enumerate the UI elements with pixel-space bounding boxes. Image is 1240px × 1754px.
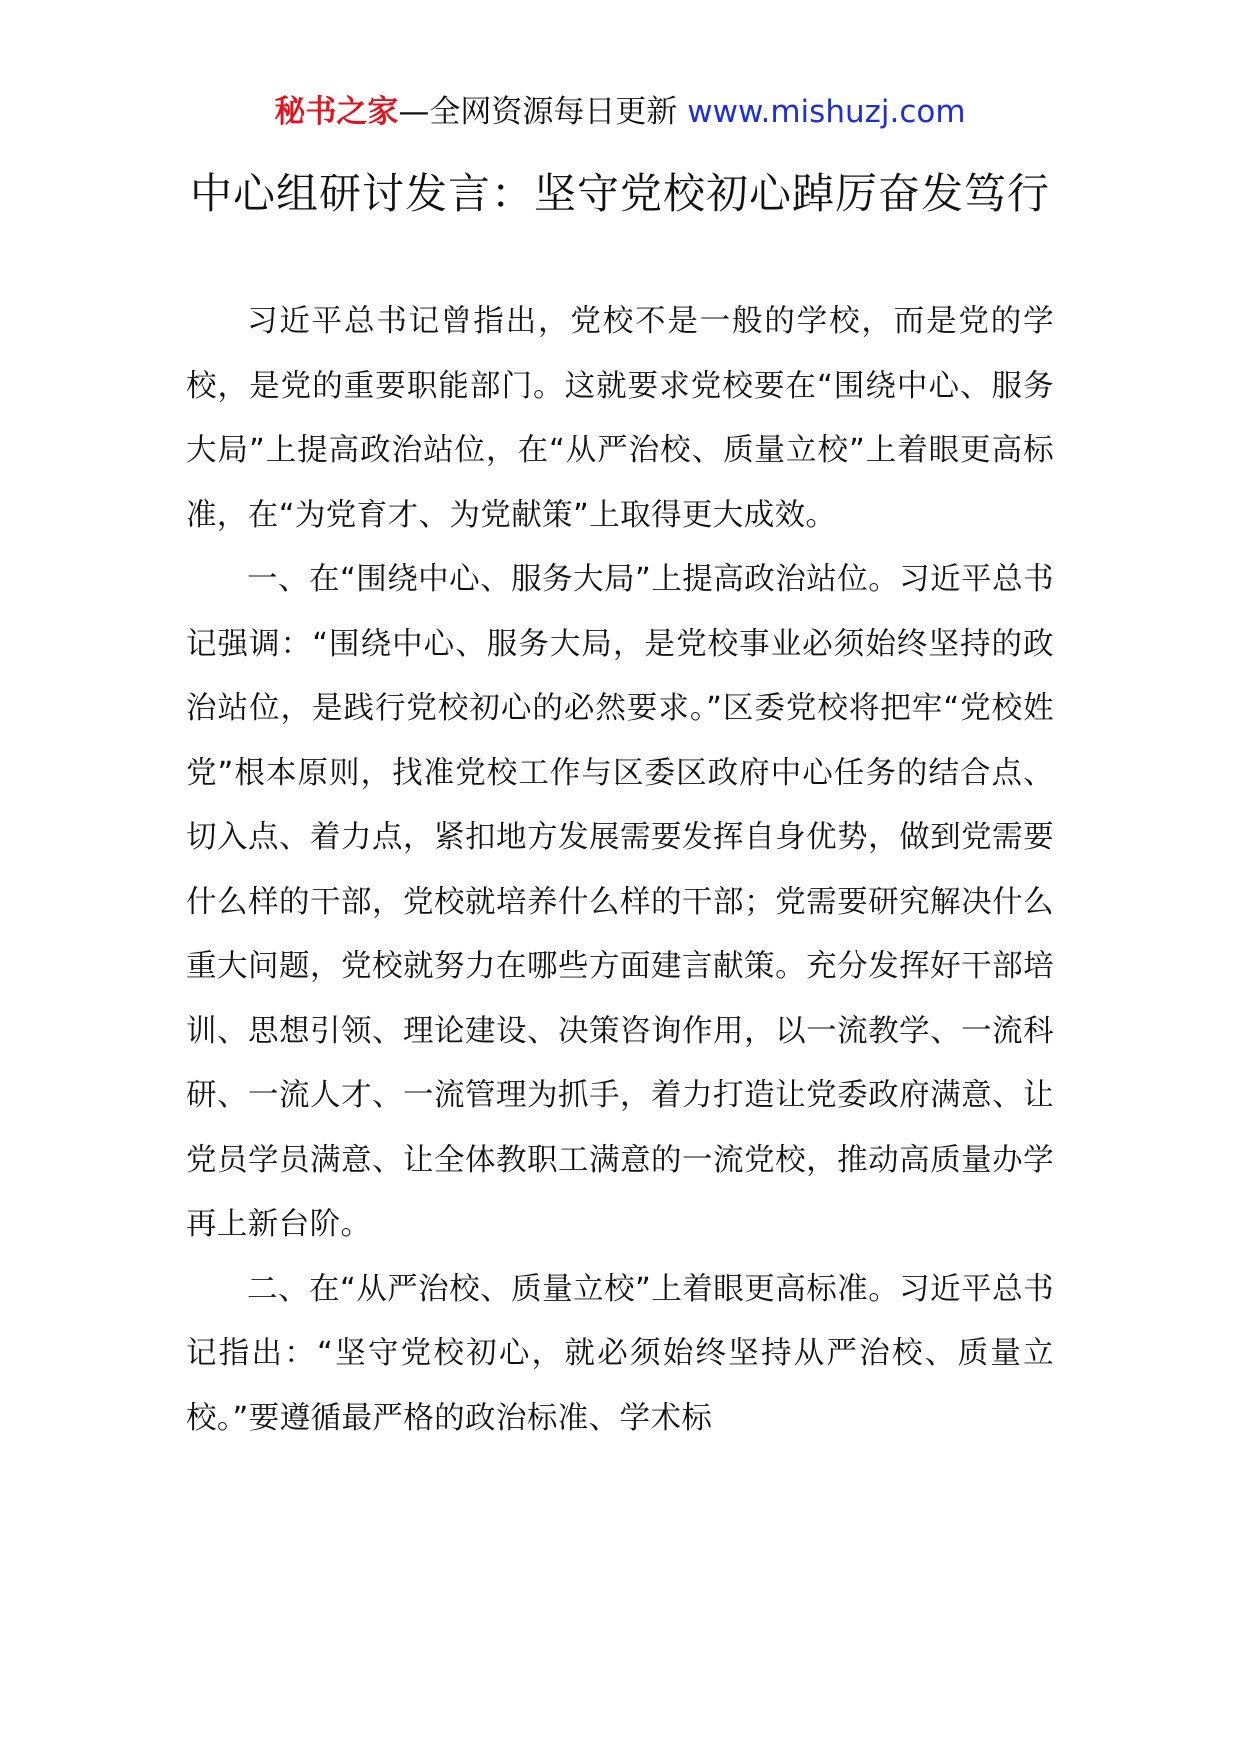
paragraph-intro: 习近平总书记曾指出，党校不是一般的学校，而是党的学校，是党的重要职能部门。这就要求党校要在“围绕中心、服务大局”上提高政治站位，在“从严治校、质量立校”上着眼更高标准，在“为党育才、为党献策”上取得更大成效。 xyxy=(186,304,1054,533)
site-tagline: —全网资源每日更新 xyxy=(398,94,688,130)
document-body xyxy=(186,290,1054,1451)
document-title: 中心组研讨发言：坚守党校初心踔厉奋发笃行 xyxy=(189,169,1050,218)
paragraph-section-one: 一、在“围绕中心、服务大局”上提高政治站位。习近平总书记强调：“围绕中心、服务大局，是党校事业必须始终坚持的政治站位，是践行党校初心的必然要求。”区委党校将把牢“党校姓党”根本原则，找准党校工作与区委区政府中心任务的结合点、切入点、着力点，紧扣地方发展需要发挥自身优势，做到党需要什么样的干部，党校就培养什么样的干部；党需要研究解决什么重大问题，党校就努力在哪些方面建言献策。充分发挥好干部培训、思想引领、理论建设、决策咨询作用，以一流教学、一流科研、一流人才、一流管理为抓手，着力打造让党委政府满意、让党员学员满意、让全体教职工满意的一流党校，推动高质量办学再上新台阶。 xyxy=(186,562,1054,1242)
brand-name: 秘书之家 xyxy=(274,94,399,130)
site-url-link[interactable]: www.mishuzj.com xyxy=(687,94,966,130)
paragraph-section-two: 二、在“从严治校、质量立校”上着眼更高标准。习近平总书记指出：“坚守党校初心，就必须始终坚持从严治校、质量立校。”要遵循最严格的政治标准、学术标 xyxy=(186,1271,1054,1436)
site-header xyxy=(0,92,1240,132)
